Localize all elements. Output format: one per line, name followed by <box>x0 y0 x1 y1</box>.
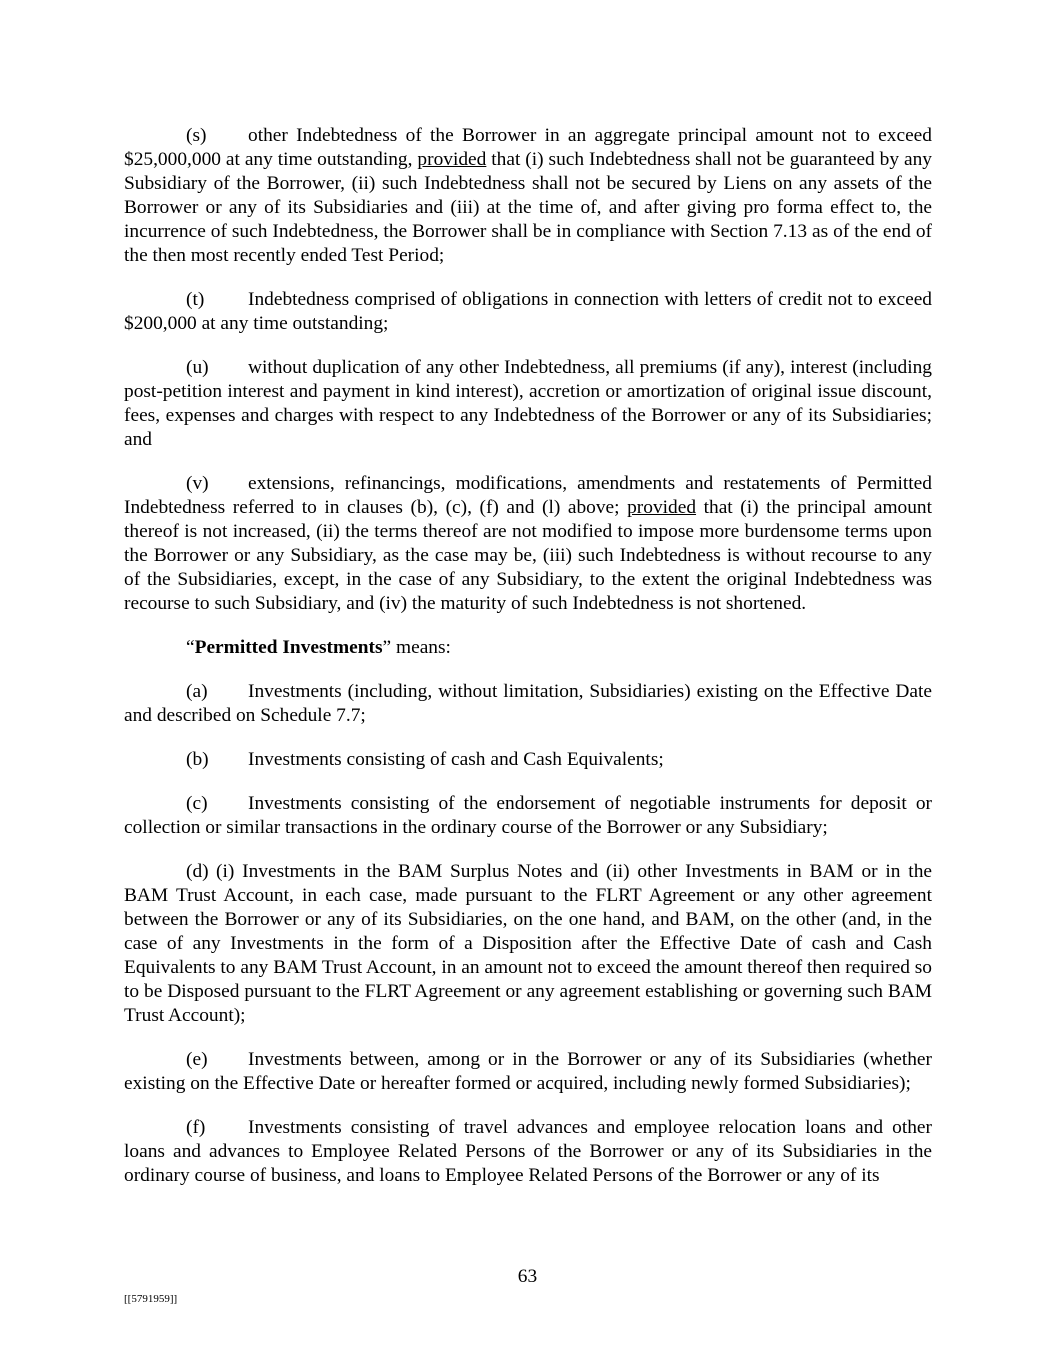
clause-text: Investments between, among or in the Borrower or any of its Subsidiaries (whether existing on the Effective Date or hereafter formed or acquired, including newly formed Subsidiaries); <box>124 1049 932 1094</box>
clause-u <box>124 356 932 452</box>
clause-text: Investments consisting of cash and Cash Equivalents; <box>248 749 664 770</box>
clause-e <box>124 1048 932 1096</box>
clause-label: (t) <box>186 289 205 310</box>
clause-text: other Indebtedness of the Borrower in an aggregate principal amount not to exceed $25,000,000 at any time outstanding, <box>124 125 932 170</box>
clause-label: (f) <box>186 1117 206 1138</box>
open-quote: “ <box>186 637 195 658</box>
clause-label: (a) <box>186 681 208 702</box>
page-number: 63 <box>517 1266 538 1287</box>
clause-b <box>124 748 932 772</box>
clause-label: (v) <box>186 473 209 494</box>
document-id: [[5791959]] <box>124 1293 178 1305</box>
clause-text: without duplication of any other Indebtedness, all premiums (if any), interest (including post-petition interest and payment in kind interest), accretion or amortization of original issue discount, fees, expenses and charges with respect to any Indebtedness of the Borrower or any of its Subsidiaries; and <box>124 357 932 450</box>
clause-label: (u) <box>186 357 209 378</box>
clause-d <box>124 860 932 1028</box>
clause-text: extensions, refinancings, modifications, amendments and restatements of Permitted Indebtedness referred to in clauses (b), (c), (f) and (l) above; <box>124 473 932 518</box>
document-body <box>124 124 932 1208</box>
clause-label: (b) <box>186 749 209 770</box>
definition-heading <box>124 636 932 660</box>
clause-s <box>124 124 932 268</box>
clause-label: (c) <box>186 793 208 814</box>
clause-text: Investments consisting of travel advances and employee relocation loans and other loans and advances to Employee Related Persons of the Borrower or any of its Subsidiaries in the ordinary course of business, and loans to Employee Related Persons of the Borrower or any of its <box>124 1117 932 1186</box>
clause-label: (e) <box>186 1049 208 1070</box>
clause-text: that (i) such Indebtedness shall not be guaranteed by any Subsidiary of the Borrower, (ii) such Indebtedness shall not be secured by Liens on any assets of the Borrower or any of its Subsidiaries and (iii) at the time of, and after giving pro forma effect to, the incurrence of such Indebtedness, the Borrower shall be in compliance with Section 7.13 as of the end of the then most recently ended Test Period; <box>124 149 932 266</box>
clause-text: (i) Investments in the BAM Surplus Notes and (ii) other Investments in BAM or in the BAM Trust Account, in each case, made pursuant to the FLRT Agreement or any other agreement between the Borrower or any of its Subsidiaries, on the one hand, and BAM, on the other (and, in the case of any Investments in the form of a Disposition after the Effective Date of cash and Cash Equivalents to any BAM Trust Account, in an amount not to exceed the amount thereof then required so to be Disposed pursuant to the FLRT Agreement or any agreement establishing or governing such BAM Trust Account); <box>124 861 932 1026</box>
clause-t <box>124 288 932 336</box>
clause-c <box>124 792 932 840</box>
clause-text: that (i) the principal amount thereof is not increased, (ii) the terms thereof are not modified to impose more burdensome terms upon the Borrower or any Subsidiary, as the case may be, (iii) such Indebtedness is without recourse to any of the Subsidiaries, except, in the case of any Subsidiary, to the extent the original Indebtedness was recourse to such Subsidiary, and (iv) the maturity of such Indebtedness is not shortened. <box>124 497 933 614</box>
clause-label: (d) <box>186 861 209 882</box>
clause-f <box>124 1116 932 1188</box>
underlined-term: provided <box>417 149 487 170</box>
clause-text: Investments consisting of the endorsement of negotiable instruments for deposit or collection or similar transactions in the ordinary course of the Borrower or any Subsidiary; <box>124 793 932 838</box>
clause-text: Investments (including, without limitation, Subsidiaries) existing on the Effective Date and described on Schedule 7.7; <box>124 681 932 726</box>
definition-rest: ” means: <box>382 637 451 658</box>
defined-term: Permitted Investments <box>194 637 383 658</box>
clause-text: Indebtedness comprised of obligations in connection with letters of credit not to exceed $200,000 at any time outstanding; <box>124 289 932 334</box>
clause-a <box>124 680 932 728</box>
clause-label: (s) <box>186 125 207 146</box>
underlined-term: provided <box>627 497 697 518</box>
clause-v <box>124 472 932 616</box>
